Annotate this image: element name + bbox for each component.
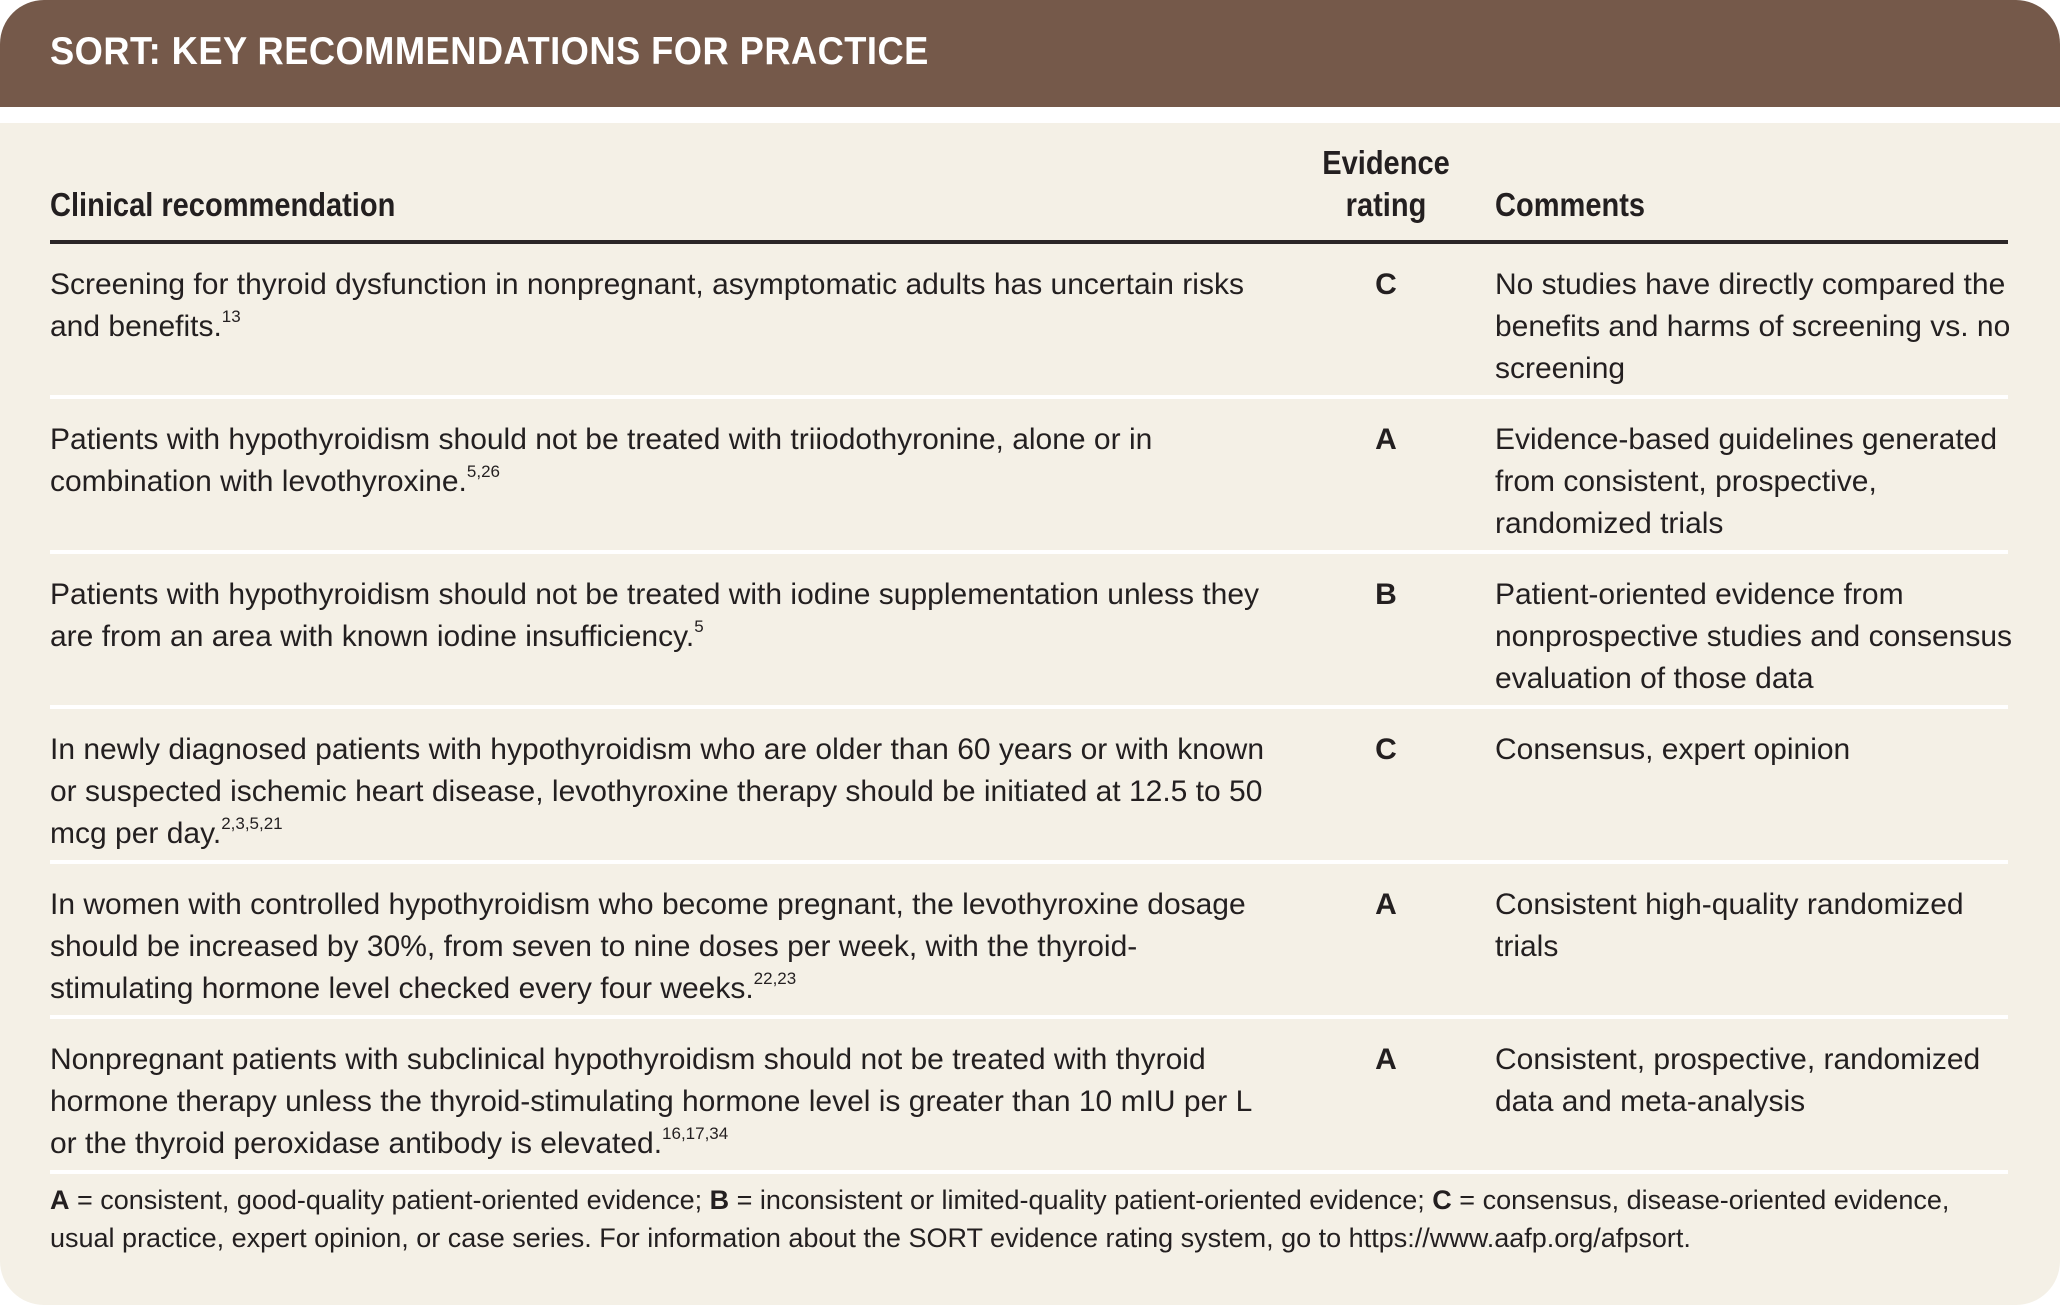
footnote-key-c: C: [1432, 1185, 1452, 1215]
recommendation-cell: [50, 1039, 1280, 1165]
reference-superscript: 5,26: [466, 462, 500, 481]
recommendation-text: In women with controlled hypothyroidism who become pregnant, the levothyroxine dosage should be increased by 30%, from seven to nine doses per week, with the thyroid-stimulating hormone level checked every four weeks.: [50, 888, 1246, 1005]
comments-cell: Evidence-based guidelines generated from consistent, prospective, randomized trials: [1495, 423, 1998, 540]
comments-cell: Consistent, prospective, randomized data and meta-analysis: [1495, 1043, 1981, 1118]
reference-superscript: 2,3,5,21: [221, 814, 283, 833]
recommendation-text: Patients with hypothyroidism should not be treated with iodine supplementation unless they are from an area with known iodine insufficiency.: [50, 578, 1260, 653]
footnote-text-a: = consistent, good-quality patient-oriented evidence;: [69, 1185, 710, 1215]
recommendation-cell: [50, 884, 1280, 1010]
table-row: [50, 244, 2011, 399]
evidence-rating-cell: A: [1375, 1043, 1397, 1076]
column-header-evidence-rating: [1320, 142, 1452, 226]
footnote-text-c: = consensus, disease-oriented evidence, usual practice, expert opinion, or case series. For information about the SORT evidence rating system, go to: [50, 1185, 1950, 1253]
recommendation-cell: [50, 729, 1280, 855]
table-row: [50, 554, 2013, 709]
reference-superscript: 13: [221, 307, 241, 326]
recommendation-text: Nonpregnant patients with subclinical hypothyroidism should not be treated with thyroid hormone therapy unless the thyroid-stimulating hormone level is greater than 10 mIU per L or the thyroid peroxidase antibody is elevated.: [50, 1043, 1252, 1160]
sort-table: [50, 123, 2013, 1174]
table-header-row: [50, 123, 2008, 244]
table-row: [50, 399, 2008, 554]
evidence-rating-cell: A: [1375, 888, 1397, 921]
comments-cell: Consistent high-quality randomized trials: [1495, 888, 1964, 963]
table-row: [50, 709, 2008, 864]
recommendation-cell: [50, 264, 1280, 348]
footnote-key-a: A: [50, 1185, 70, 1215]
footnote-key-b: B: [709, 1185, 730, 1215]
recommendation-text: Screening for thyroid dysfunction in nonpregnant, asymptomatic adults has uncertain risks and benefits.: [50, 268, 1244, 343]
column-header-comments: Comments: [1495, 186, 1646, 223]
table-row: [50, 1019, 2008, 1174]
title-bar: [0, 0, 2060, 107]
footnote-text-b: = inconsistent or limited-quality patient-oriented evidence;: [729, 1185, 1433, 1215]
comments-cell: Patient-oriented evidence from nonprospective studies and consensus evaluation of those data: [1495, 578, 2013, 695]
recommendation-cell: [50, 574, 1280, 658]
evidence-rating-cell: B: [1375, 578, 1397, 611]
reference-superscript: 5: [694, 617, 704, 636]
sort-info-link[interactable]: https://www.aafp.org/afpsort: [1348, 1223, 1684, 1253]
evidence-rating-cell: A: [1375, 423, 1397, 456]
reference-superscript: 16,17,34: [662, 1124, 729, 1143]
table-footnote: [50, 1181, 2010, 1257]
recommendation-cell: [50, 419, 1280, 503]
rating-header-line1: Evidence: [1322, 144, 1450, 181]
footnote-end: .: [1683, 1223, 1691, 1253]
table-title: SORT: KEY RECOMMENDATIONS FOR PRACTICE: [50, 30, 929, 73]
rating-header-line2: rating: [1345, 186, 1427, 223]
comments-cell: Consensus, expert opinion: [1495, 733, 1851, 766]
column-header-recommendation: Clinical recommendation: [50, 186, 396, 223]
recommendation-text: In newly diagnosed patients with hypothyroidism who are older than 60 years or with known or suspected ischemic heart disease, levothyroxine therapy should be initiated at 12.5 to 50 mcg per day.: [50, 733, 1265, 850]
table-panel: [0, 123, 2060, 1305]
recommendation-text: Patients with hypothyroidism should not be treated with triiodothyronine, alone or in combination with levothyroxine.: [50, 423, 1153, 498]
comments-cell: No studies have directly compared the benefits and harms of screening vs. no screening: [1495, 268, 2011, 385]
reference-superscript: 22,23: [753, 969, 797, 988]
evidence-rating-cell: C: [1375, 733, 1397, 766]
evidence-rating-cell: C: [1375, 268, 1397, 301]
table-row: [50, 864, 2008, 1019]
